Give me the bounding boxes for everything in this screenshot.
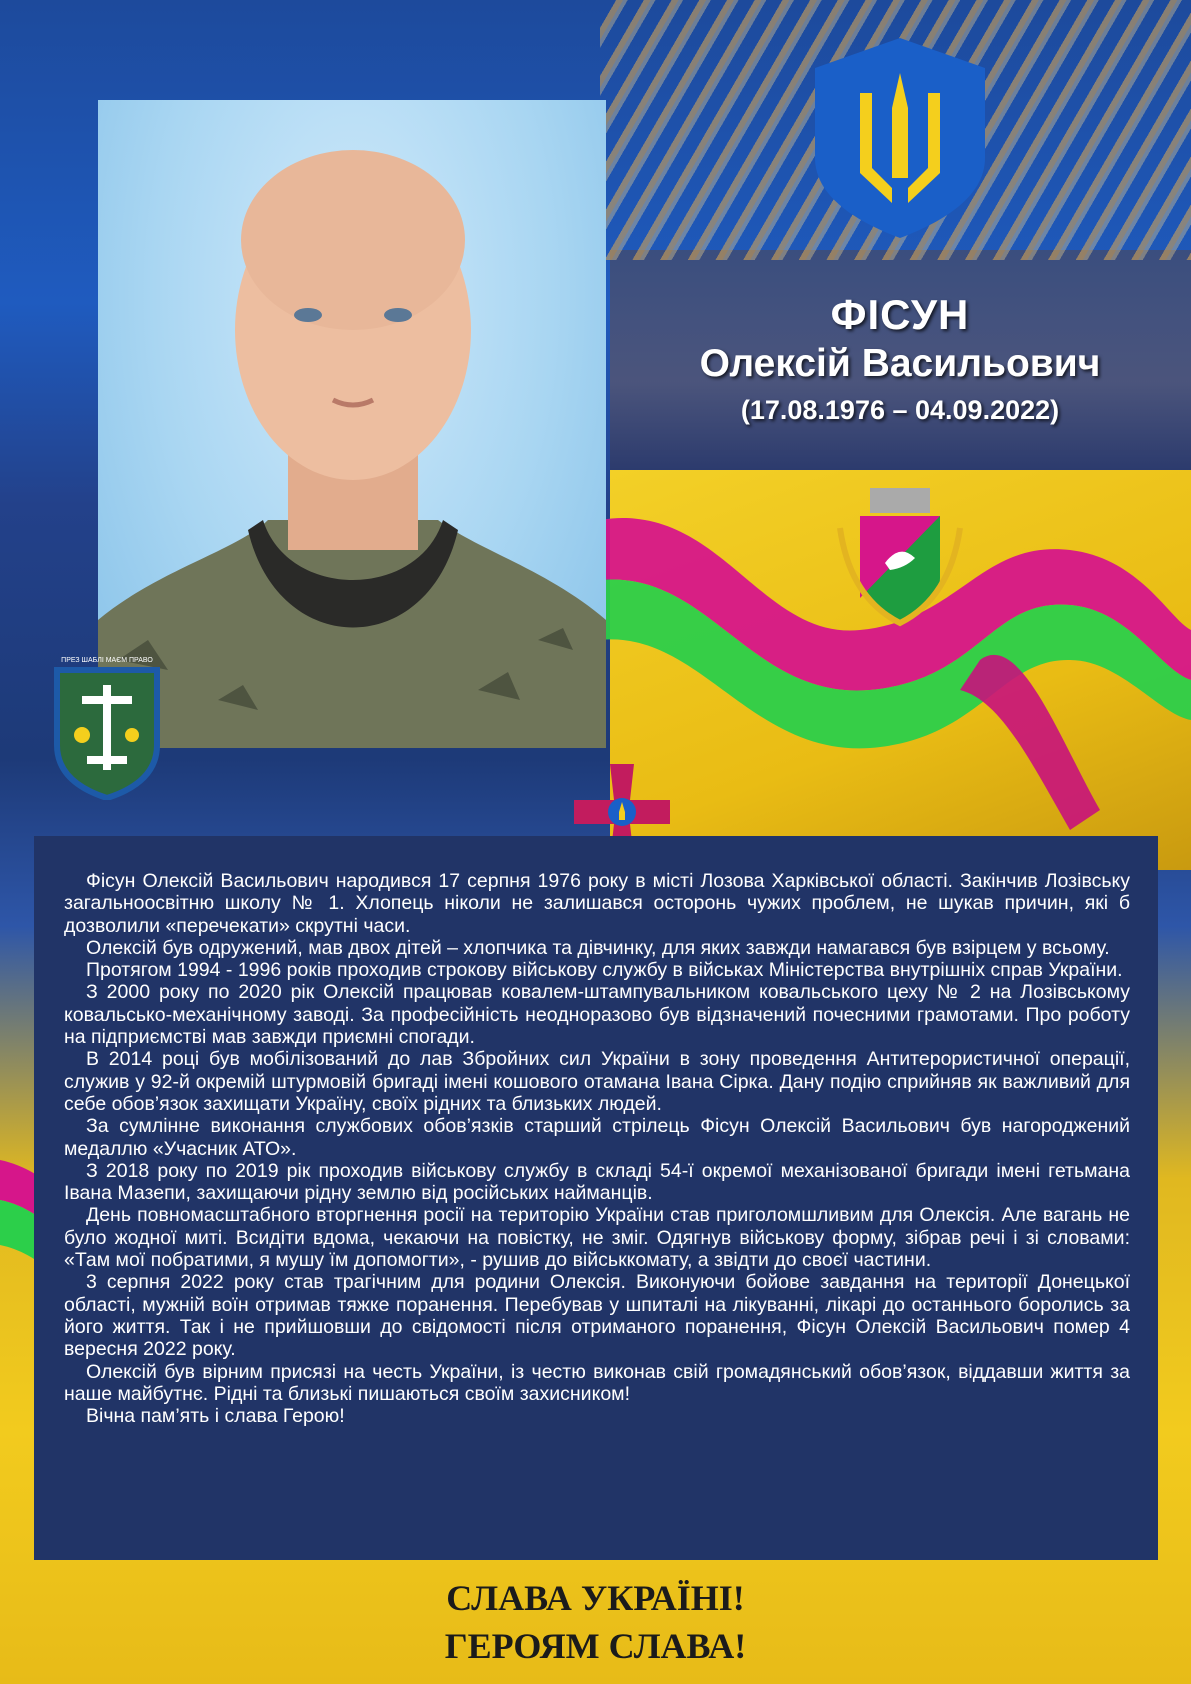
biography-text <box>64 870 1130 1427</box>
hero-surname: ФІСУН <box>830 291 970 338</box>
bio-paragraph: За сумлінне виконання службових обов’язків старший стрілець Фісун Олексій Васильович був нагороджений медаллю «Учасник АТО». <box>64 1115 1130 1160</box>
city-coat-of-arms-icon <box>830 488 970 628</box>
bio-paragraph: Олексій був одружений, мав двох дітей – хлопчика та дівчинку, для яких завжди намагався був взірцем у всьому. <box>86 936 1110 959</box>
bio-paragraph: Фісун Олексій Васильович народився 17 серпня 1976 року в місті Лозова Харківської області. Закінчив Лозівську загальноосвітню школу № 1. Хлопець ніколи не залишався осторонь чужих проблем, не шукав причин, які б дозволили «перечекати» скрутні часи. <box>64 870 1130 937</box>
bio-paragraph: Вічна пам’ять і слава Герою! <box>86 1405 345 1428</box>
portrait-illustration <box>98 100 606 748</box>
hero-given-name: Олексій Васильович <box>699 342 1101 385</box>
bio-paragraph: 3 серпня 2022 року став трагічним для родини Олексія. Виконуючи бойове завдання на території Донецької області, мужній воїн отримав тяжке поранення. Перебував у шпиталі на лікуванні, лікарі до останнього боролись за його життя. Так і не прийшовши до свідомості після отриманого поранення, Фісун Олексій Васильович помер 4 вересня 2022 року. <box>64 1271 1130 1361</box>
bio-paragraph: Олексій був вірним присязі на честь України, із честю виконав свій громадянський обов’язок, віддавши життя за наше майбутнє. Рідні та близькі пишаються своїм захисником! <box>64 1360 1130 1405</box>
unit-emblem-icon <box>52 650 162 800</box>
unit-motto: ПРЕЗ ШАБЛІ МАЄМ ПРАВО <box>61 657 153 664</box>
bio-paragraph: З 2000 року по 2020 рік Олексій працював ковалем-штампувальником ковальського цеху № 2 на Лозівському ковальсько-механічному заводі. За професійність неодноразово був відзначений почесними грамотами. Про роботу на підприємстві мав завжди приємні спогади. <box>64 981 1130 1049</box>
slogan-line-2: ГЕРОЯМ СЛАВА! <box>444 1626 747 1666</box>
bio-paragraph: З 2018 року по 2019 рік проходив військову службу в складі 54-ї окремої механізованої бригади імені гетьмана Івана Мазепи, захищаючи рідну землю від російських найманців. <box>64 1159 1130 1205</box>
hero-life-dates: (17.08.1976 – 04.09.2022) <box>740 395 1060 425</box>
portrait-photo <box>98 100 606 748</box>
bio-paragraph: День повномасштабного вторгнення росії на територію України став приголомшливим для Олексія. Але вагань не було жодної миті. Всидіти вдома, чекаючи на повістку, не зміг. Одягнув військову форму, зібрав речі і зі словами: «Там мої побратими, я мушу їм допомогти», - рушив до військкомату, а звідти до своєї частини. <box>64 1204 1130 1272</box>
bio-paragraph: В 2014 році був мобілізований до лав Збройних сил України в зону проведення Антитерористичної операції, служив у 92-й окремій штурмовій бригаді імені кошового отамана Івана Сірка. Дану подію сприйняв як важливий для себе обов’язок захищати Україну, своїх рідних та близьких людей. <box>64 1048 1130 1115</box>
bio-paragraph: Протягом 1994 - 1996 років проходив строкову військову службу в військах Міністерства внутрішніх справ України. <box>86 959 1123 982</box>
slogan-line-1: СЛАВА УКРАЇНІ! <box>446 1578 745 1618</box>
hero-name-block <box>620 290 1180 432</box>
slogan <box>0 1574 1191 1670</box>
trident-icon <box>800 38 1000 238</box>
